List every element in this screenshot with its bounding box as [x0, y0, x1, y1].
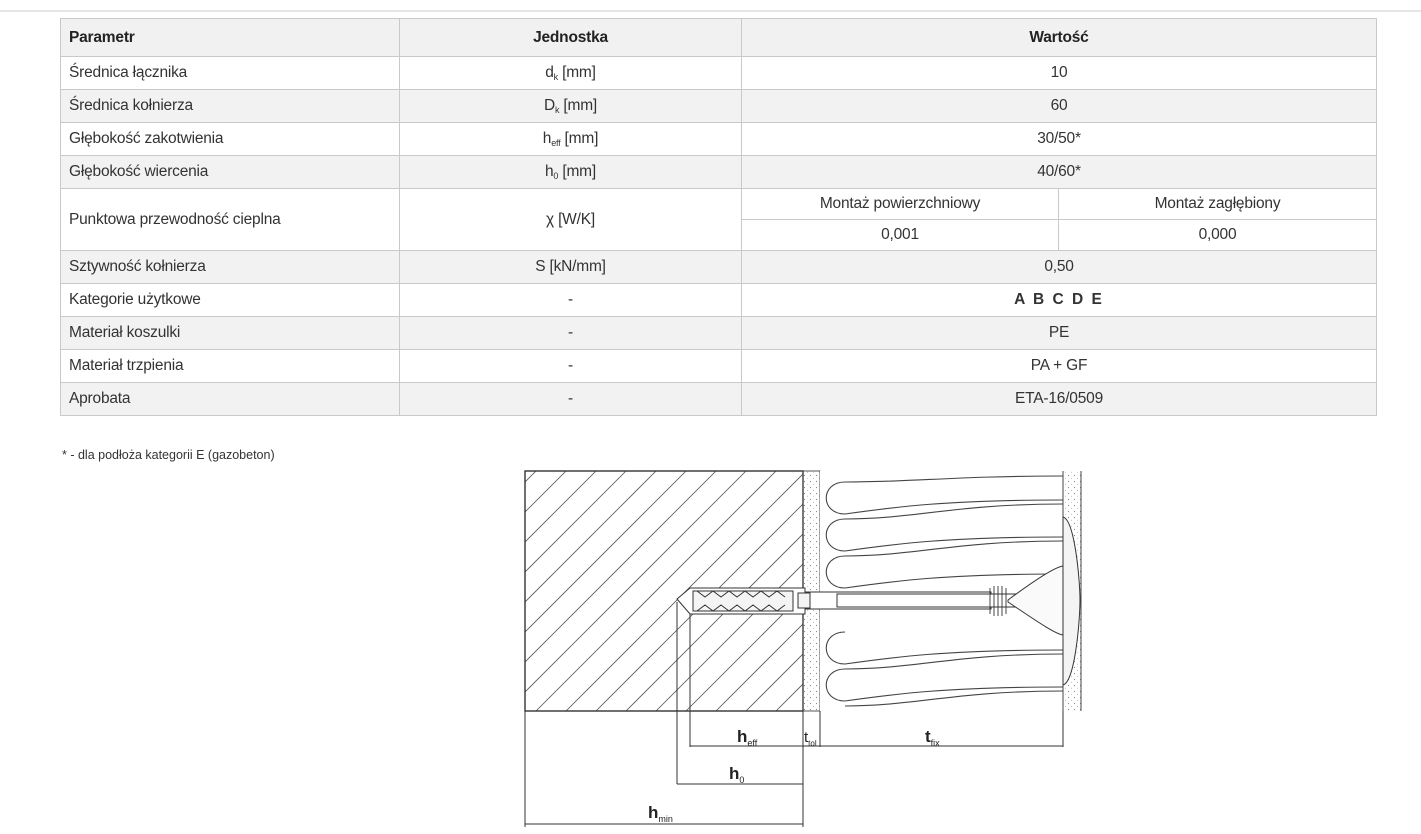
value-surface-mount: 0,001 — [742, 220, 1059, 251]
label-h-eff: $h_{eff}$ — [737, 727, 758, 748]
value-recessed-mount: 0,000 — [1059, 220, 1377, 251]
unit-cell: - — [400, 284, 742, 317]
param-cell: Materiał trzpienia — [61, 350, 400, 383]
param-cell: Aprobata — [61, 383, 400, 416]
param-cell: Głębokość wiercenia — [61, 156, 400, 189]
header-jednostka: Jednostka — [400, 19, 742, 57]
unit-cell: $h_0$ [mm] — [400, 156, 742, 189]
table-row — [61, 251, 1377, 284]
value-cell: 0,50 — [742, 251, 1377, 284]
spec-table — [60, 18, 1377, 416]
table-row — [61, 284, 1377, 317]
param-cell: Średnica kołnierza — [61, 90, 400, 123]
param-cell: Średnica łącznika — [61, 57, 400, 90]
table-row — [61, 350, 1377, 383]
subheader-recessed-mount: Montaż zagłębiony — [1059, 189, 1377, 220]
unit-cell: χ [W/K] — [400, 189, 742, 251]
table-row — [61, 57, 1377, 90]
label-h-min: $h_{min}$ — [648, 803, 673, 824]
header-parametr: Parametr — [61, 19, 400, 57]
param-cell: Punktowa przewodność cieplna — [61, 189, 400, 251]
label-t-fix: $t_{fix}$ — [925, 727, 940, 748]
unit-cell: $D_k$ [mm] — [400, 90, 742, 123]
value-cell: 30/50* — [742, 123, 1377, 156]
top-divider — [0, 10, 1421, 12]
unit-cell: - — [400, 350, 742, 383]
table-row — [61, 383, 1377, 416]
value-cell: 40/60* — [742, 156, 1377, 189]
label-t-tol: $t_{tol}$ — [804, 729, 817, 748]
param-cell: Sztywność kołnierza — [61, 251, 400, 284]
label-h-0: $h_0$ — [729, 764, 745, 785]
footnote: * - dla podłoża kategorii E (gazobeton) — [62, 448, 275, 462]
table-row — [61, 90, 1377, 123]
table-row — [61, 156, 1377, 189]
value-cell: ETA-16/0509 — [742, 383, 1377, 416]
table-row — [61, 123, 1377, 156]
param-cell: Kategorie użytkowe — [61, 284, 400, 317]
param-cell: Głębokość zakotwienia — [61, 123, 400, 156]
value-cell: PA + GF — [742, 350, 1377, 383]
header-wartosc: Wartość — [742, 19, 1377, 57]
unit-cell: $d_k$ [mm] — [400, 57, 742, 90]
table-row-thermal — [61, 189, 1377, 220]
unit-cell: $h_{eff}$ [mm] — [400, 123, 742, 156]
anchor-installation-drawing — [515, 462, 1095, 830]
unit-cell: - — [400, 317, 742, 350]
unit-cell: - — [400, 383, 742, 416]
value-cell: 60 — [742, 90, 1377, 123]
table-row — [61, 317, 1377, 350]
value-cell: 10 — [742, 57, 1377, 90]
unit-cell: S [kN/mm] — [400, 251, 742, 284]
subheader-surface-mount: Montaż powierzchniowy — [742, 189, 1059, 220]
table-header-row — [61, 19, 1377, 57]
value-cell: PE — [742, 317, 1377, 350]
value-cell: A B C D E — [742, 284, 1377, 317]
adhesive-layer — [803, 471, 820, 711]
param-cell: Materiał koszulki — [61, 317, 400, 350]
